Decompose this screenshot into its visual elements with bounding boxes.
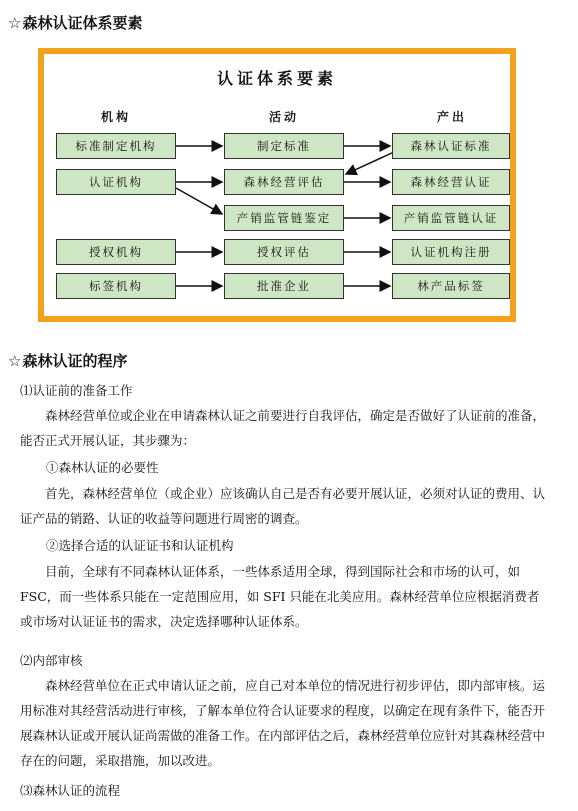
step2-title: ⑵内部审核 <box>20 653 83 668</box>
box-standard-setting-body: 标准制定机构 <box>56 133 176 159</box>
step1-title: ⑴认证前的准备工作 <box>20 383 133 398</box>
box-approve-enterprise: 批准企业 <box>224 273 344 299</box>
box-chain-of-custody-appraisal: 产销监管链鉴定 <box>224 205 344 231</box>
box-certification-body-registration: 认证机构注册 <box>392 239 510 265</box>
step1-paragraph: 森林经营单位或企业在申请森林认证之前要进行自我评估，确定是否做好了认证前的准备，能否正式开展认证，其步骤为： <box>20 408 546 448</box>
box-chain-of-custody-certification: 产销监管链认证 <box>392 205 510 231</box>
box-forest-management-assessment: 森林经营评估 <box>224 169 344 195</box>
step2-paragraph: 森林经营单位在正式申请认证之前，应自己对本单位的情况进行初步评估，即内部审核。运用标准对其经营活动进行审核，了解本单位符合认证要求的程度，以确定在现有条件下，能否开展森林认证或开展认证尚需做的准备工作。在内部评估之后，森林经营单位应针对其森林经营中存在的问题，采取措施，加以改进。 <box>20 678 546 768</box>
box-labeling-body: 标签机构 <box>56 273 176 299</box>
star-icon: ☆ <box>8 14 22 32</box>
section-title: 森林认证的程序 <box>22 352 128 370</box>
column-header-institutions: 机构 <box>100 110 131 124</box>
box-accreditation-body: 授权机构 <box>56 239 176 265</box>
box-standard-making: 制定标准 <box>224 133 344 159</box>
box-certification-body: 认证机构 <box>56 169 176 195</box>
box-forest-product-label: 林产品标签 <box>392 273 510 299</box>
sub1-paragraph: 首先，森林经营单位（或企业）应该确认自己是否有必要开展认证，必须对认证的费用、认证产品的销路、认证的收益等问题进行周密的调查。 <box>20 486 546 526</box>
star-icon: ☆ <box>8 352 22 370</box>
sub2-paragraph: 目前，全球有不同森林认证体系，一些体系适用全球，得到国际社会和市场的认可，如 FSC，而一些体系只能在一定范围应用，如 SFI 只能在北美应用。森林经营单位应根据消费者或市场对认证证书的需求，决定选择哪种认证体系。 <box>20 564 540 629</box>
arrow-standard-to-assess <box>346 152 394 174</box>
box-accreditation-assessment: 授权评估 <box>224 239 344 265</box>
section-title: 森林认证体系要素 <box>22 14 143 32</box>
sub2-title: ②选择合适的认证证书和认证机构 <box>46 538 234 553</box>
sub1-title: ①森林认证的必要性 <box>46 460 159 475</box>
box-forest-certification-standard: 森林认证标准 <box>392 133 510 159</box>
section-heading-system-elements <box>8 12 142 33</box>
diagram-title: 认证体系要素 <box>216 69 337 88</box>
column-header-activities: 活动 <box>268 110 299 124</box>
column-header-outputs: 产出 <box>436 110 467 124</box>
section-heading-procedure <box>8 350 127 371</box>
box-forest-management-certification: 森林经营认证 <box>392 169 510 195</box>
step3-title: ⑶森林认证的流程 <box>20 783 121 798</box>
diagram-frame <box>38 48 516 322</box>
arrow-cert-to-chain <box>176 188 222 214</box>
